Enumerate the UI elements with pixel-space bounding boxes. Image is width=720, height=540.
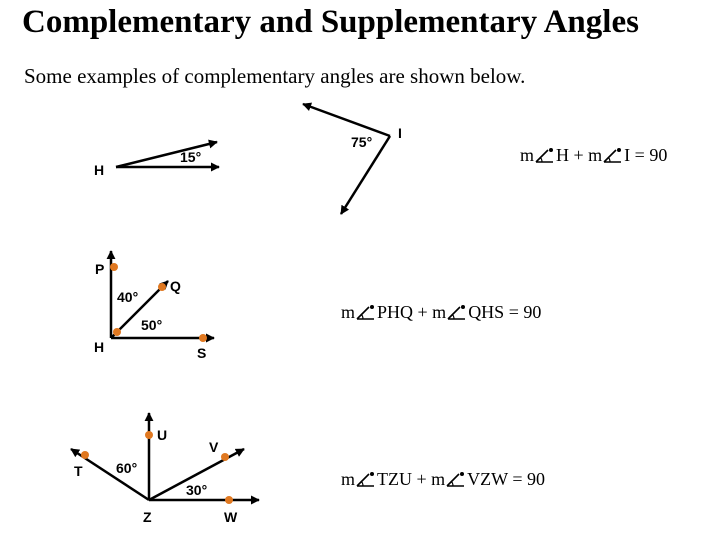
- equation-3-m1: m: [341, 469, 356, 489]
- equation-1-plus: + m: [573, 145, 603, 165]
- angle-icon: [534, 147, 556, 163]
- point-u: [145, 431, 153, 439]
- vertex-label-i: I: [398, 125, 402, 141]
- angle-icon: [355, 471, 377, 487]
- equation-1-name1: H: [556, 145, 570, 165]
- angle-label-15: 15°: [180, 149, 202, 165]
- point-h: [113, 328, 121, 336]
- angle-icon: [602, 147, 624, 163]
- angle-i-figure: [303, 104, 390, 214]
- page-title: Complementary and Supplementary Angles: [22, 4, 639, 40]
- angle-icon: [445, 471, 467, 487]
- point-label-s: S: [197, 345, 207, 361]
- angle-icon: [446, 304, 468, 320]
- equation-2-plus: + m: [417, 302, 447, 322]
- equation-3-equals: = 90: [512, 469, 545, 489]
- point-label-p: P: [95, 261, 105, 277]
- angle-label-50: 50°: [141, 317, 163, 333]
- point-t: [81, 451, 89, 459]
- angle-label-75: 75°: [351, 134, 373, 150]
- equation-1-m1: m: [520, 145, 535, 165]
- angle-h-ray-upper: [116, 142, 217, 167]
- page-subtitle: Some examples of complementary angles are shown below.: [24, 64, 526, 88]
- vertex-label-h: H: [94, 162, 105, 178]
- angle-h-figure: [116, 142, 219, 167]
- point-label-v: V: [209, 439, 219, 455]
- equation-2-name2: QHS: [468, 302, 505, 322]
- angle-label-40: 40°: [117, 289, 139, 305]
- equation-2: [341, 302, 541, 323]
- point-label-q: Q: [170, 278, 181, 294]
- angle-label-30: 30°: [186, 482, 208, 498]
- equation-2-name1: PHQ: [377, 302, 414, 322]
- equation-1-equals: = 90: [634, 145, 668, 165]
- equation-3-name2: VZW: [467, 469, 508, 489]
- equation-3-name1: TZU: [377, 469, 413, 489]
- equation-2-equals: = 90: [508, 302, 542, 322]
- point-label-z: Z: [143, 509, 152, 525]
- angle-i-ray-upper: [303, 104, 390, 136]
- equation-1: [520, 145, 667, 166]
- point-q: [158, 283, 166, 291]
- point-label-u: U: [157, 427, 168, 443]
- equation-3: [341, 469, 545, 490]
- equation-3-plus: + m: [416, 469, 446, 489]
- point-w: [225, 496, 233, 504]
- equation-2-m1: m: [341, 302, 356, 322]
- point-label-t: T: [74, 463, 83, 479]
- point-p: [110, 263, 118, 271]
- point-v: [221, 453, 229, 461]
- equation-1-name2: I: [624, 145, 631, 165]
- point-label-w: W: [224, 509, 238, 525]
- angle-label-60: 60°: [116, 460, 138, 476]
- angle-icon: [355, 304, 377, 320]
- point-label-h: H: [94, 339, 105, 355]
- point-s: [199, 334, 207, 342]
